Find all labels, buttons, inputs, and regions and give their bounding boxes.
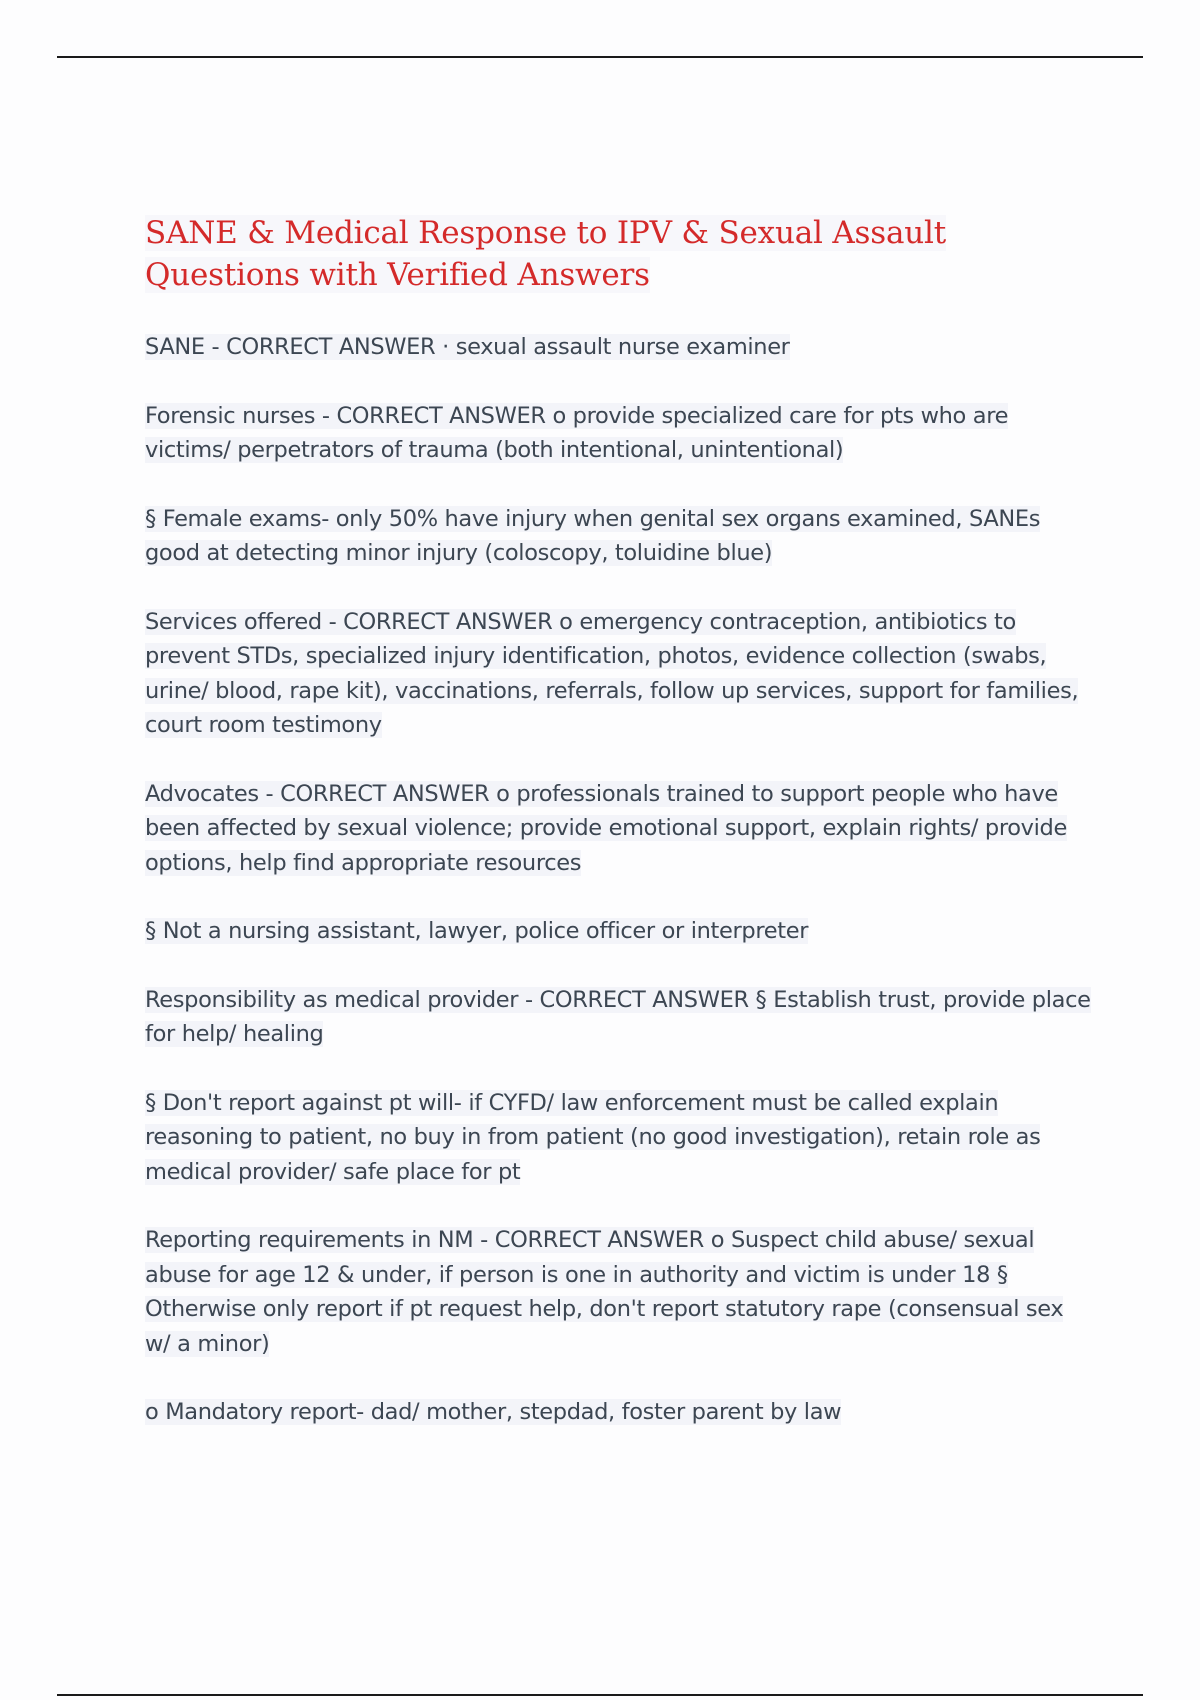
paragraph	[145, 777, 1095, 881]
paragraph	[145, 1086, 1095, 1190]
paragraph	[145, 914, 1095, 949]
paragraph-text: § Female exams- only 50% have injury when genital sex organs examined, SANEs good at detecting minor injury (coloscopy, toluidine blue)	[145, 505, 1041, 566]
paragraph	[145, 1223, 1095, 1361]
paragraph	[145, 605, 1095, 743]
paragraph	[145, 330, 1095, 365]
document-body	[145, 212, 1095, 1464]
paragraph-text: Advocates - CORRECT ANSWER o professionals trained to support people who have been affected by sexual violence; provide emotional support, explain rights/ provide options, help find appropriate resources	[145, 780, 1067, 876]
paragraph-text: Services offered - CORRECT ANSWER o emergency contraception, antibiotics to prevent STDs, specialized injury identification, photos, evidence collection (swabs, urine/ blood, rape kit), vaccinations, referrals, follow up services, support for families, court room testimony	[145, 608, 1079, 738]
paragraph	[145, 1395, 1095, 1430]
paragraph-text: § Not a nursing assistant, lawyer, police officer or interpreter	[145, 918, 809, 944]
paragraph-text: Reporting requirements in NM - CORRECT ANSWER o Suspect child abuse/ sexual abuse for age 12 & under, if person is one in authority and victim is under 18 § Otherwise only report if pt request help, don't report statutory rape (consensual sex w/ a minor)	[145, 1227, 1064, 1357]
document-title: SANE & Medical Response to IPV & Sexual Assault Questions with Verified Answers	[145, 215, 946, 293]
paragraph-text: Responsibility as medical provider - CORRECT ANSWER § Establish trust, provide place for help/ healing	[145, 986, 1091, 1047]
header-rule	[57, 56, 1143, 58]
paragraph	[145, 399, 1095, 468]
paragraph-text: SANE - CORRECT ANSWER · sexual assault nurse examiner	[145, 334, 790, 360]
paragraph	[145, 502, 1095, 571]
paragraph-text: § Don't report against pt will- if CYFD/ law enforcement must be called explain reasoning to patient, no buy in from patient (no good investigation), retain role as medical provider/ safe place for pt	[145, 1089, 1041, 1185]
title-block	[145, 212, 1095, 296]
footer-rule	[57, 1694, 1143, 1696]
paragraph-text: Forensic nurses - CORRECT ANSWER o provide specialized care for pts who are victims/ perpetrators of trauma (both intentional, unintentional)	[145, 402, 1009, 463]
paragraph	[145, 983, 1095, 1052]
paragraph-text: o Mandatory report- dad/ mother, stepdad, foster parent by law	[145, 1399, 842, 1425]
